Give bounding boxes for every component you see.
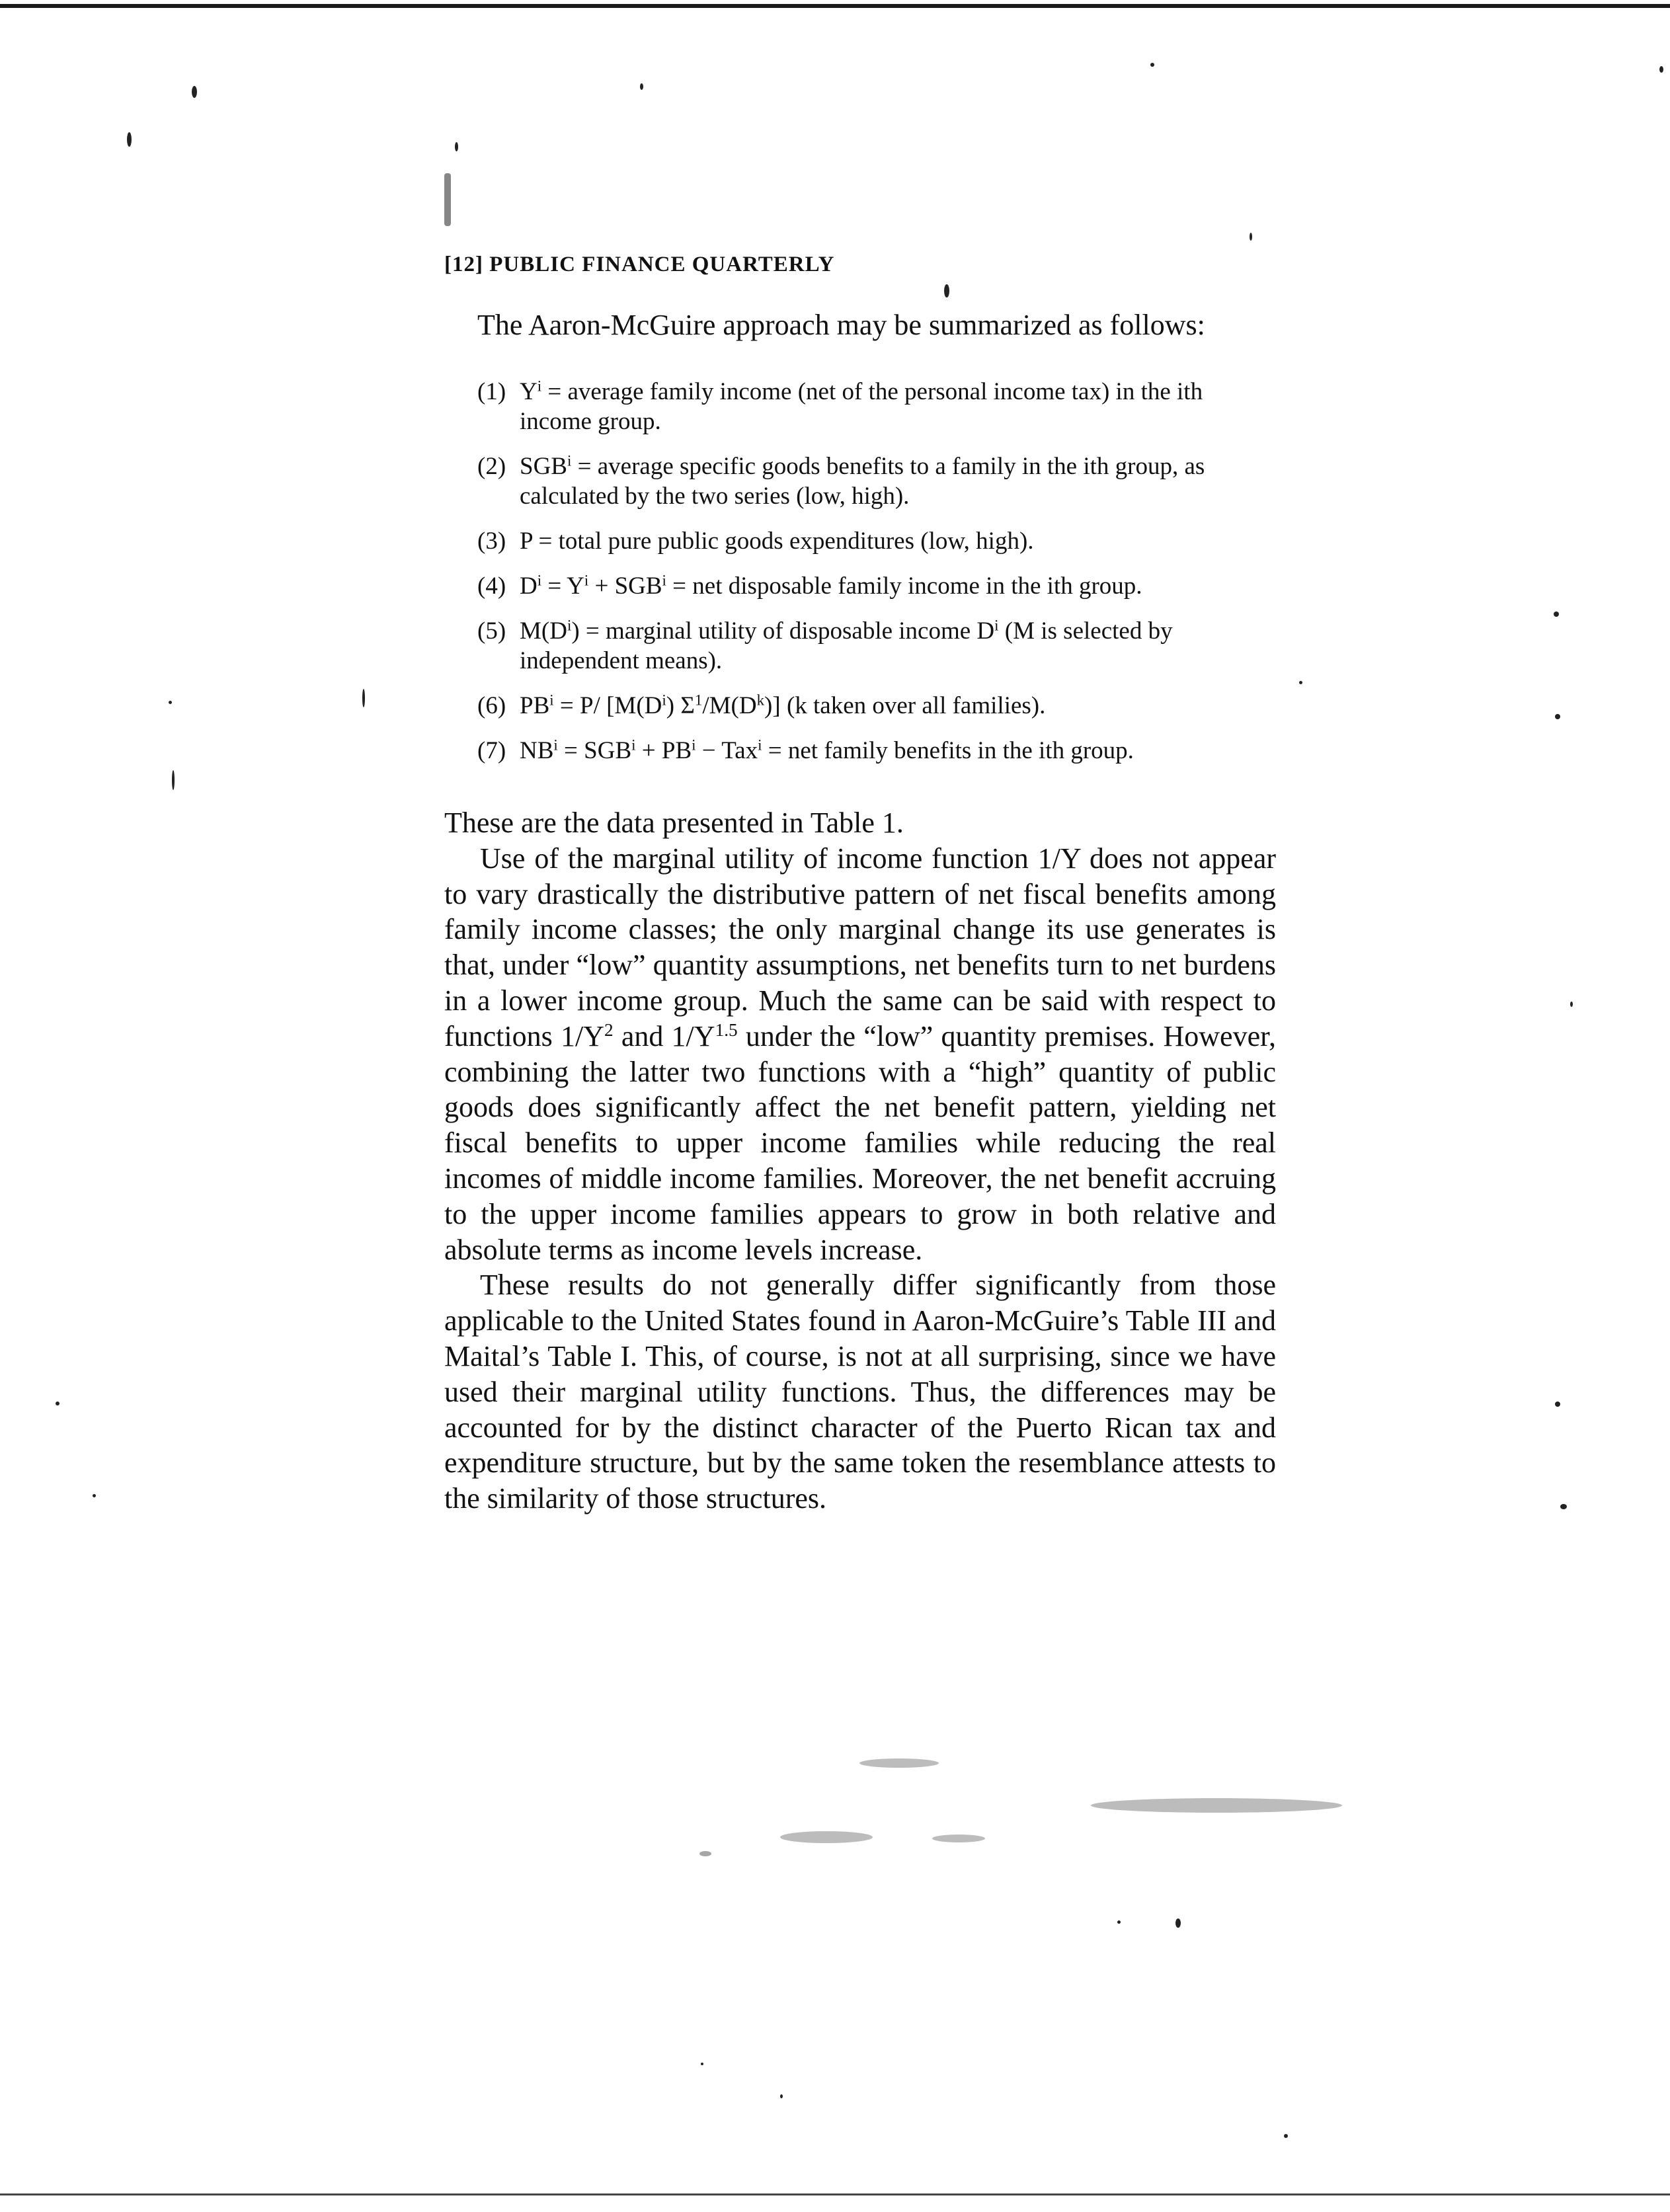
speck	[93, 1494, 96, 1497]
speck	[1299, 681, 1302, 684]
speck	[444, 173, 451, 226]
speck	[172, 770, 175, 790]
running-header	[444, 253, 834, 277]
list-item	[477, 377, 1271, 436]
journal-title: PUBLIC FINANCE QUARTERLY	[489, 253, 835, 276]
paragraph: Use of the marginal utility of income function 1/Y does not appear to vary drastically the distributive pattern of net fiscal benefits among family income classes; the only marginal change its use generates is that, under “low” quantity assumptions, net benefits turn to net burdens in a lower income group. Much the same can be said with respect to functions $1/Y^2$ and $1/Y^{1.5}$ under the “low” quantity premises. However, combining the latter two functions with a “high” quantity of public goods does significantly affect the net benefit pattern, yielding net fiscal benefits to upper income families while reducing the real incomes of middle income families. Moreover, the net benefit accruing to the upper income families appears to grow in both relative and absolute terms as income levels increase.	[444, 842, 1276, 1266]
speck	[859, 1758, 939, 1768]
speck	[192, 86, 197, 98]
speck	[780, 2094, 783, 2098]
speck	[1555, 1402, 1560, 1407]
definition-list	[477, 377, 1271, 781]
speck	[1117, 1920, 1121, 1924]
speck	[640, 83, 643, 90]
item-text: $SGB^i$ = average specific goods benefits to a family in the ith group, as calculated by the two series (low, high).	[520, 452, 1205, 510]
speck	[701, 2063, 703, 2065]
speck	[1284, 2134, 1288, 2138]
speck	[1555, 714, 1560, 719]
speck	[1150, 63, 1154, 67]
item-number: (1)	[477, 378, 506, 405]
item-number: (4)	[477, 573, 506, 600]
speck	[1175, 1918, 1181, 1928]
page-number: [12]	[444, 253, 483, 276]
top-scan-edge	[0, 4, 1670, 8]
item-text: $M(D^i)$ = marginal utility of disposable income $D^i$ (M is selected by independent means).	[520, 617, 1173, 674]
list-item	[477, 526, 1271, 556]
item-number: (7)	[477, 737, 506, 764]
item-number: (2)	[477, 453, 506, 480]
speck	[780, 1831, 873, 1843]
item-text: $NB^i = SGB^i + PB^i - Tax^i$ = net family benefits in the ith group.	[520, 736, 1134, 764]
speck	[1554, 612, 1559, 617]
item-number: (6)	[477, 692, 506, 719]
body-text	[444, 805, 1276, 1517]
paragraph: These are the data presented in Table 1.	[444, 807, 904, 839]
item-text: P = total pure public goods expenditures (low, high).	[520, 528, 1034, 555]
intro-line: The Aaron-McGuire approach may be summarized as follows:	[477, 309, 1205, 341]
speck	[455, 142, 458, 151]
speck	[1250, 233, 1252, 241]
item-number: (5)	[477, 617, 506, 645]
speck	[362, 689, 365, 707]
speck	[944, 284, 949, 297]
paragraph: These results do not generally differ significantly from those applicable to the United States found in Aaron-McGuire’s Table III and Maital’s Table I. This, of course, is not at all surprising, since we have used their marginal utility functions. Thus, the differences may be accounted for by the distinct character of the Puerto Rican tax and expenditure structure, but by the same token the resemblance attests to the similarity of those structures.	[444, 1269, 1276, 1515]
item-text: $Y^i$ = average family income (net of the personal income tax) in the ith income group.	[520, 377, 1203, 435]
bottom-scan-edge	[0, 2193, 1670, 2195]
item-text: $PB^i = P/$ [$M(D^i)$ $\Sigma^1/M(D^k)$] (k taken over all families).	[520, 691, 1046, 719]
item-number: (3)	[477, 528, 506, 555]
speck	[1560, 1504, 1567, 1509]
speck	[1659, 66, 1663, 73]
speck	[1570, 1002, 1573, 1007]
list-item	[477, 691, 1271, 721]
list-item	[477, 616, 1271, 676]
speck	[932, 1835, 985, 1842]
speck	[1091, 1798, 1342, 1813]
list-item	[477, 571, 1271, 601]
speck	[127, 132, 132, 147]
list-item	[477, 736, 1271, 766]
list-item	[477, 452, 1271, 511]
item-text: $D^i = Y^i + SGB^i$ = net disposable family income in the ith group.	[520, 572, 1142, 600]
speck	[699, 1851, 711, 1856]
speck	[56, 1402, 60, 1405]
speck	[169, 701, 172, 704]
